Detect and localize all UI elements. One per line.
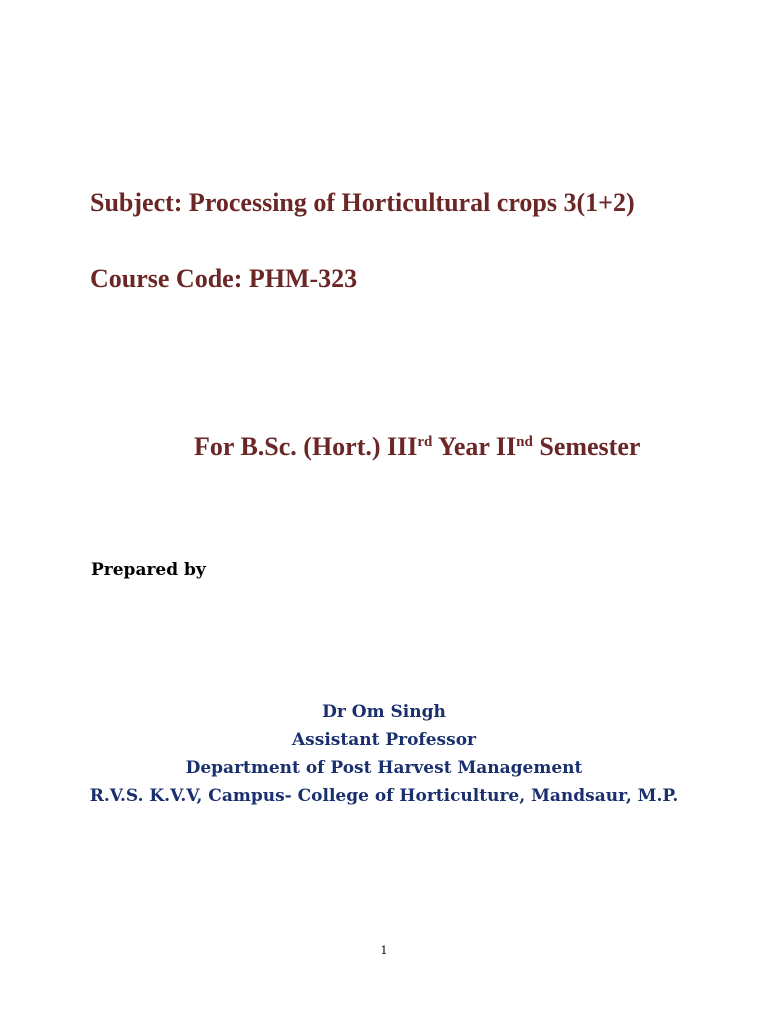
year-ordinal-suffix: rd (417, 434, 433, 450)
prepared-by-label: Prepared by (91, 560, 206, 580)
program-prefix-text: For B.Sc. (Hort.) III (194, 432, 418, 461)
author-department: Department of Post Harvest Management (185, 758, 583, 778)
author-block (0, 698, 768, 810)
course-code-heading: Course Code: PHM-323 (90, 264, 358, 293)
page-number: 1 (380, 944, 388, 957)
year-semester-text: Year II (432, 432, 517, 461)
program-semester-heading (194, 432, 640, 462)
semester-text: Semester (532, 432, 641, 461)
author-institution: R.V.S. K.V.V, Campus- College of Horticulture, Mandsaur, M.P. (89, 786, 679, 806)
semester-ordinal-suffix: nd (516, 434, 533, 450)
author-name: Dr Om Singh (322, 702, 446, 722)
subject-heading: Subject: Processing of Horticultural crops 3(1+2) (90, 188, 635, 217)
author-title: Assistant Professor (291, 730, 476, 750)
